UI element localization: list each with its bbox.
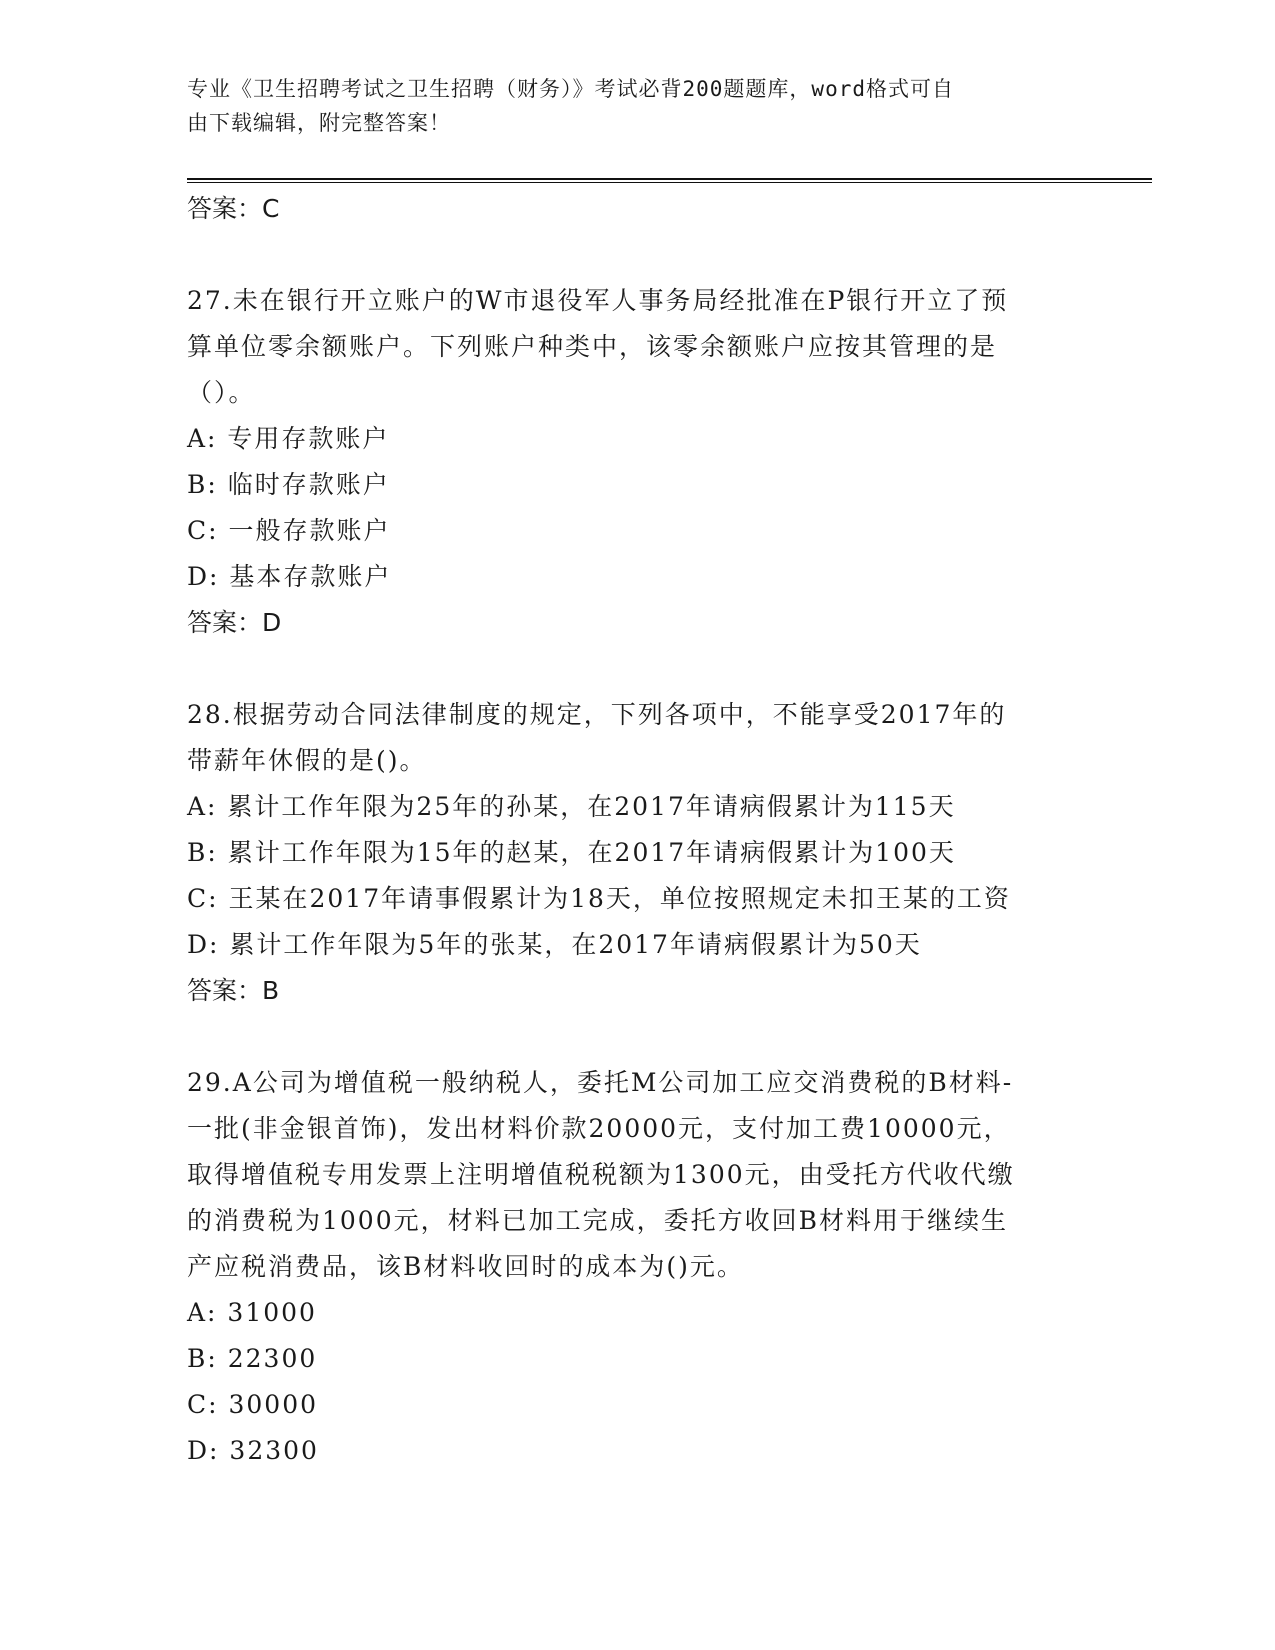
option-b: B: 临时存款账户 [187,470,390,499]
document-header [187,72,1067,140]
option-c: C: 王某在2017年请事假累计为18天，单位按照规定未扣王某的工资 [187,884,1011,913]
option-a: A: 累计工作年限为25年的孙某，在2017年请病假累计为115天 [187,792,956,821]
option-c: C: 一般存款账户 [187,516,391,545]
option-d: D: 累计工作年限为5年的张某，在2017年请病假累计为50天 [187,930,922,959]
answer: 答案：D [187,608,282,637]
option-d: D: 32300 [187,1436,319,1465]
spacer [187,1014,1087,1060]
question-stem-line: 算单位零余额账户。下列账户种类中，该零余额账户应按其管理的是 [187,332,998,361]
previous-answer: 答案：C [187,194,280,223]
question-content [187,186,1087,1474]
spacer [187,646,1087,692]
question-28 [187,692,1087,1014]
answer: 答案：B [187,976,280,1005]
spacer [187,232,1087,278]
question-stem-line: 一批(非金银首饰)，发出材料价款20000元，支付加工费10000元， [187,1114,1011,1143]
option-a: A: 31000 [187,1298,317,1327]
header-line-2: 由下载编辑，附完整答案！ [187,111,451,135]
question-stem-line: 27.未在银行开立账户的W市退役军人事务局经批准在P银行开立了预 [187,286,1009,315]
question-29 [187,1060,1087,1474]
question-27 [187,278,1087,646]
header-line-1: 专业《卫生招聘考试之卫生招聘（财务）》考试必背200题题库，word格式可自 [187,77,954,101]
question-stem-line: 28.根据劳动合同法律制度的规定，下列各项中，不能享受2017年的 [187,700,1007,729]
question-stem-line: 取得增值税专用发票上注明增值税税额为1300元，由受托方代收代缴 [187,1160,1015,1189]
option-b: B: 22300 [187,1344,318,1373]
question-stem-line: 的消费税为1000元，材料已加工完成，委托方收回B材料用于继续生 [187,1206,1008,1235]
option-d: D: 基本存款账户 [187,562,392,591]
header-divider [187,178,1152,183]
question-stem-line: 带薪年休假的是()。 [187,746,427,775]
question-stem-line: （）。 [187,378,256,407]
question-stem-line: 29.A公司为增值税一般纳税人，委托M公司加工应交消费税的B材料- [187,1068,1014,1097]
option-a: A: 专用存款账户 [187,424,390,453]
option-c: C: 30000 [187,1390,319,1419]
option-b: B: 累计工作年限为15年的赵某，在2017年请病假累计为100天 [187,838,956,867]
question-stem-line: 产应税消费品，该B材料收回时的成本为()元。 [187,1252,744,1281]
